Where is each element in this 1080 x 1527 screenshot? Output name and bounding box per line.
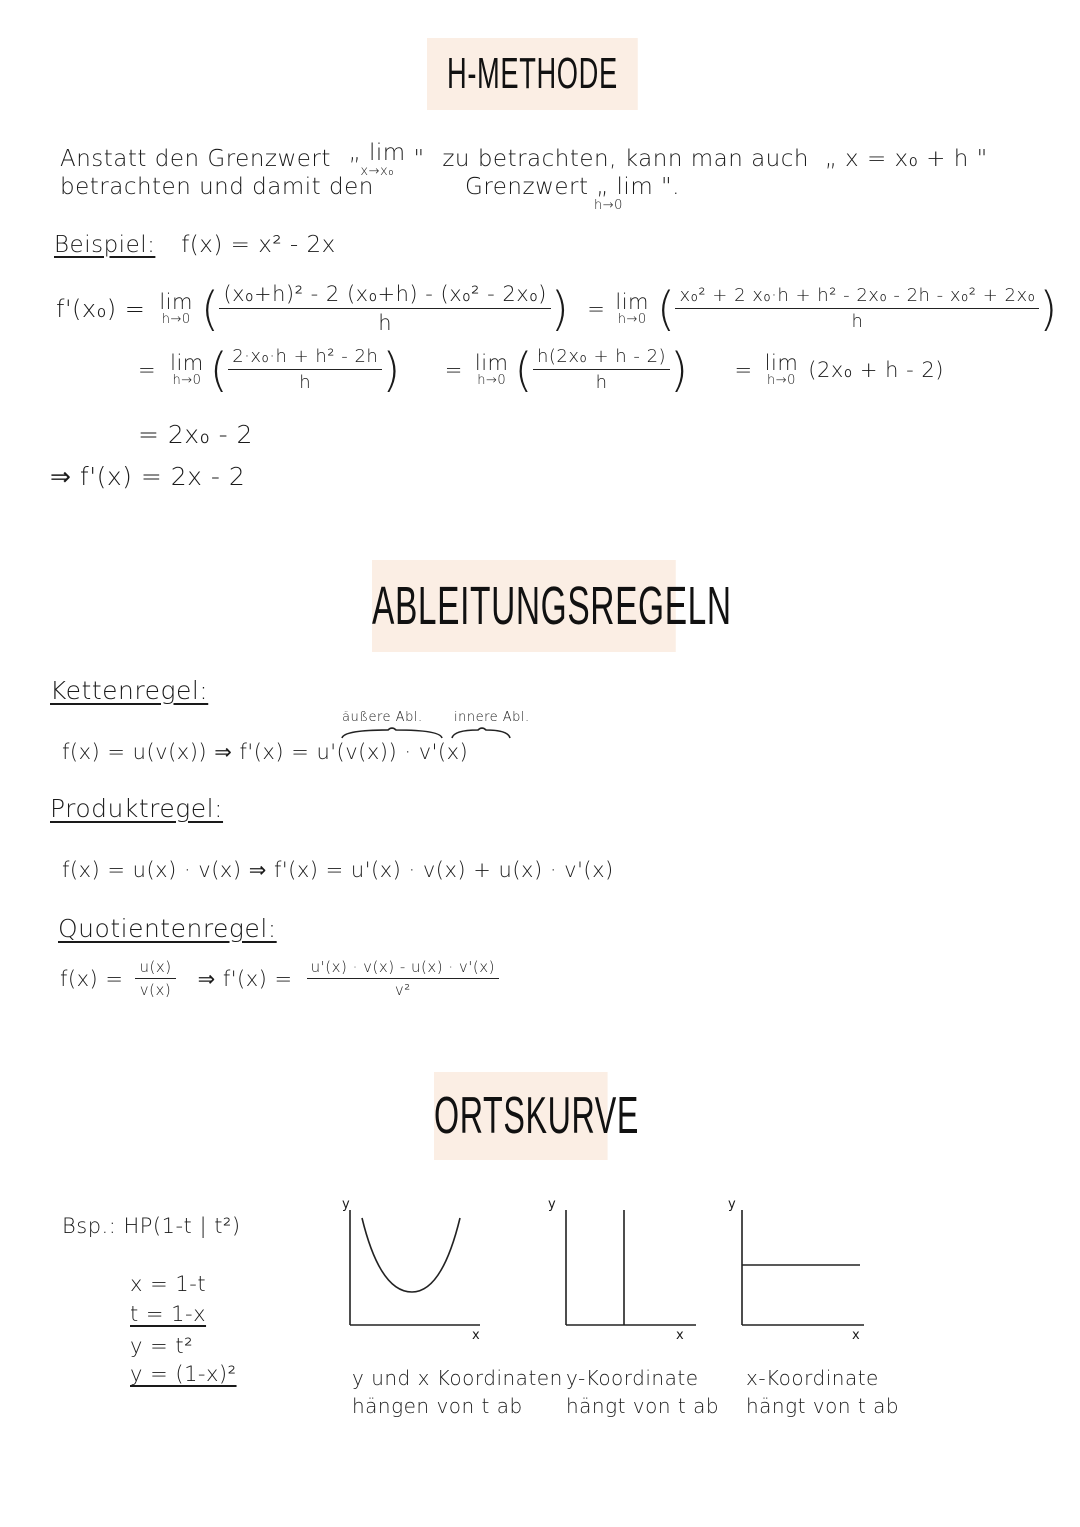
intro-text-1b: zu betrachten, kann man auch	[442, 146, 809, 172]
ortskurve-heading: ORTSKURVE	[434, 1072, 608, 1160]
fraction-2-den: h	[851, 311, 864, 332]
quotientenregel-formula	[60, 958, 499, 999]
intro-substitution: „ x = x₀ + h "	[824, 146, 988, 172]
example-function: f(x) = x² - 2x	[181, 232, 336, 258]
graph-3-caption-1: x-Koordinate	[746, 1366, 879, 1390]
kette-braces	[340, 726, 540, 740]
eq-3: =	[444, 357, 463, 382]
derivation-row-1	[56, 282, 1058, 335]
intro-line-2b	[465, 174, 680, 200]
result-line-1: = 2x₀ - 2	[138, 420, 253, 449]
graph-2	[556, 1200, 706, 1340]
deriv-lim-3-sub: h→0	[172, 373, 202, 388]
graph-1-caption-2: hängen von t ab	[352, 1394, 523, 1418]
paren-close-4: )	[670, 342, 689, 397]
deriv-lim-5-label: lim	[764, 351, 799, 375]
quot-frac-2-num: u'(x) · v(x) - u(x) · v'(x)	[307, 958, 499, 979]
ortskurve-step-4: y = (1-x)²	[130, 1362, 237, 1386]
intro-lim-1-label: „ lim	[348, 140, 406, 166]
fraction-3	[228, 346, 382, 393]
graph-1	[340, 1200, 490, 1340]
ortskurve-example: Bsp.: HP(1-t | t²)	[62, 1214, 241, 1238]
graph-1-parabola	[362, 1218, 460, 1292]
kettenregel-formula: f(x) = u(v(x)) ⇒ f'(x) = u'(v(x)) · v'(x)	[62, 740, 469, 764]
intro-text-1a: Anstatt den Grenzwert	[60, 146, 331, 172]
intro-line-2	[60, 174, 374, 200]
produktregel-title: Produktregel:	[50, 794, 224, 823]
fraction-4-num: h(2x₀ + h - 2)	[533, 346, 670, 370]
example-line	[54, 232, 336, 258]
graph-1-y-label: y	[342, 1197, 350, 1212]
graph-3	[734, 1200, 874, 1340]
ableitungsregeln-heading: ABLEITUNGSREGELN	[372, 560, 676, 652]
deriv-lim-1-sub: h→0	[161, 312, 191, 327]
quot-frac-1-den: v(x)	[139, 981, 172, 999]
derivation-row-2	[138, 342, 944, 397]
fraction-1-num: (x₀+h)² - 2 (x₀+h) - (x₀² - 2x₀)	[219, 282, 550, 309]
inner-brace	[452, 728, 510, 738]
fraction-3-num: 2·x₀·h + h² - 2h	[228, 346, 382, 370]
intro-lim-2-sub: h→0	[594, 198, 623, 213]
graph-3-y-label: y	[728, 1197, 736, 1212]
quot-arrow: ⇒ f'(x) =	[197, 966, 293, 991]
graph-2-caption-1: y-Koordinate	[566, 1366, 699, 1390]
ortskurve-step-3: y = t²	[130, 1334, 194, 1358]
deriv-lim-4	[475, 351, 509, 388]
paren-open-1: (	[200, 281, 220, 336]
paren-close-3: )	[382, 342, 401, 397]
deriv-lim-3-label: lim	[170, 351, 204, 375]
ortskurve-step-2: t = 1-x	[130, 1302, 207, 1326]
deriv-lim-2-sub: h→0	[617, 312, 647, 327]
paren-open-4: (	[514, 342, 533, 397]
quot-frac-2-den: v²	[394, 981, 411, 999]
produktregel-formula: f(x) = u(x) · v(x) ⇒ f'(x) = u'(x) · v(x) + u(x) · v'(x)	[62, 858, 614, 882]
deriv-line2-end: (2x₀ + h - 2)	[808, 357, 944, 382]
fraction-3-den: h	[299, 372, 312, 393]
fraction-4	[533, 346, 670, 393]
fraction-2-num: x₀² + 2 x₀·h + h² - 2x₀ - 2h - x₀² + 2x₀	[675, 285, 1039, 309]
graph-2-y-label: y	[548, 1197, 556, 1212]
quotientenregel-title: Quotientenregel:	[58, 914, 277, 943]
deriv-lim-5	[765, 351, 799, 388]
fraction-4-den: h	[595, 372, 608, 393]
deriv-lim-2-label: lim	[615, 290, 650, 314]
fraction-2	[675, 285, 1039, 332]
deriv-lim-3	[170, 351, 204, 388]
quot-frac-2	[307, 958, 499, 999]
deriv-lim-1-label: lim	[159, 290, 193, 314]
ortskurve-step-1: x = 1-t	[130, 1272, 207, 1296]
paren-close-1: )	[550, 281, 570, 336]
graph-1-caption-1: y und x Koordinaten	[352, 1366, 563, 1390]
intro-text-2a: betrachten und damit den	[60, 174, 374, 200]
eq-2: =	[138, 357, 157, 382]
kette-label-outer: äußere Abl.	[342, 710, 423, 725]
graph-2-caption-2: hängt von t ab	[566, 1394, 720, 1418]
deriv-lim-5-sub: h→0	[767, 373, 796, 388]
deriv-lim-4-sub: h→0	[477, 373, 507, 388]
intro-lim-1-close: "	[413, 146, 425, 172]
h-methode-heading: H-METHODE	[427, 38, 638, 110]
deriv-lim-2	[615, 290, 649, 327]
fraction-1-den: h	[378, 311, 393, 335]
kette-label-inner: innere Abl.	[454, 710, 530, 725]
result-line-2: ⇒ f'(x) = 2x - 2	[50, 462, 246, 491]
graph-2-x-label: x	[676, 1328, 684, 1343]
paren-open-2: (	[657, 281, 676, 336]
paren-close-2: )	[1039, 281, 1058, 336]
quot-lhs: f(x) =	[60, 966, 124, 991]
deriv-lim-1	[159, 290, 193, 327]
eq-4: =	[734, 357, 753, 382]
graph-1-x-label: x	[472, 1328, 480, 1343]
outer-brace	[342, 728, 442, 738]
intro-lim-1-sub: x→x₀	[360, 164, 394, 179]
fraction-1	[219, 282, 550, 335]
eq-1: =	[587, 296, 606, 321]
example-label: Beispiel:	[54, 232, 156, 258]
deriv-lim-4-label: lim	[474, 351, 509, 375]
quot-frac-1-num: u(x)	[135, 958, 175, 979]
graph-3-x-label: x	[852, 1328, 860, 1343]
kettenregel-title: Kettenregel:	[50, 676, 209, 705]
intro-text-2b: Grenzwert „ lim ".	[465, 174, 680, 200]
paren-open-3: (	[209, 342, 229, 397]
deriv-lhs: f'(x₀) =	[56, 294, 146, 323]
graph-3-caption-2: hängt von t ab	[746, 1394, 900, 1418]
quot-frac-1	[135, 958, 175, 999]
